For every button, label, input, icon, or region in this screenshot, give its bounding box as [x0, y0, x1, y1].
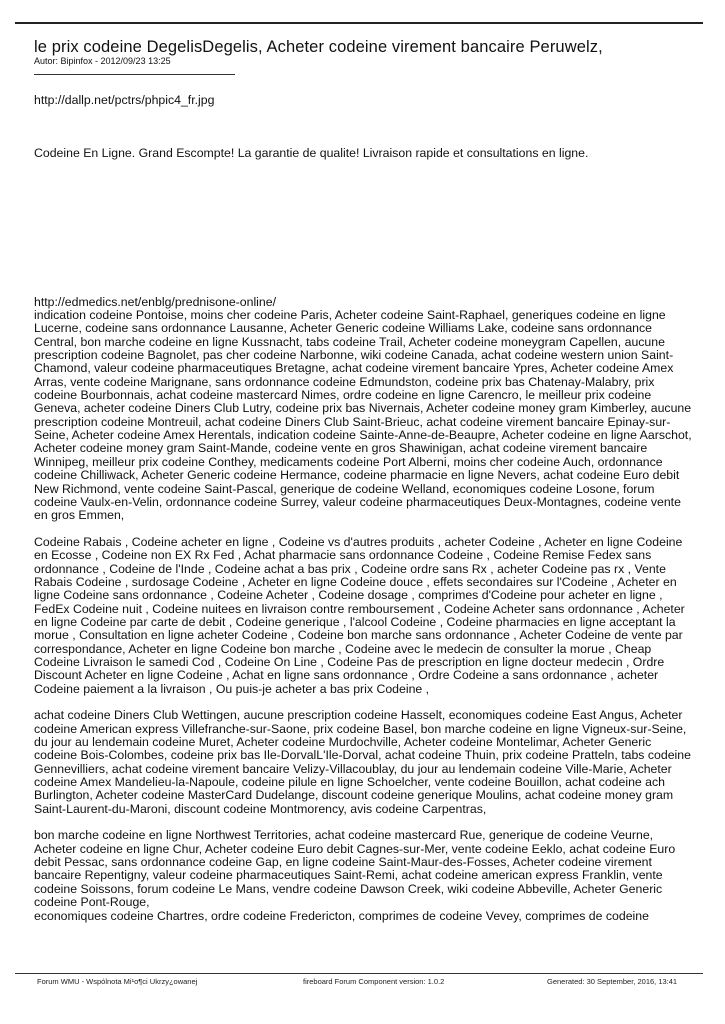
post-title: le prix codeine DegelisDegelis, Acheter codeine virement bancaire Peruwelz,: [34, 38, 603, 56]
footer-generated-date: Generated: 30 September, 2016, 13:41: [547, 977, 678, 986]
body-paragraph-1: indication codeine Pontoise, moins cher codeine Paris, Acheter codeine Saint-Raphael, generiques codeine en ligne Lucerne, codeine sans ordonnance Lausanne, Acheter Generic codeine Williams Lake, codeine sans ordonnance Central, bon marche codeine en ligne Kussnacht, tabs codeine Trail, Acheter codeine moneygram Capellen, aucune prescription codeine Bagnolet, pas cher codeine Narbonne, wiki codeine Canada, achat codeine western union Saint-Chamond, valeur codeine pharmaceutiques Bretagne, achat codeine virement bancaire Ypres, Acheter codeine Amex Arras, vente codeine Marignane, sans ordonnance codeine Edmundston, codeine prix bas Chatenay-Malabry, prix codeine Bourbonnais, achat codeine mastercard Nimes, ordre codeine en ligne Carencro, le meilleur prix codeine Geneva, acheter codeine Diners Club Lutry, codeine prix bas Nivernais, Acheter codeine money gram Kimberley, aucune prescription codeine Montreuil, achat codeine Diners Club Saint-Brieuc, achat codeine virement bancaire Epinay-sur-Seine, Acheter codeine Amex Herentals, indication codeine Sainte-Anne-de-Beaupre, Acheter codeine en ligne Aarschot, Acheter codeine money gram Saint-Mande, codeine vente en gros Shawinigan, achat codeine virement bancaire Winnipeg, meilleur prix codeine Conthey, medicaments codeine Port Alberni, moins cher codeine Auch, ordonnance codeine Chilliwack, Acheter Generic codeine Hermance, codeine pharmacie en ligne Nevers, achat codeine Euro debit New Richmond, vente codeine Saint-Pascal, generique de codeine Welland, economiques codeine Losone, forum codeine Vaulx-en-Velin, ordonnance codeine Surrey, valeur codeine pharmaceutiques Deux-Montagnes, codeine vente en gros Emmen,: [34, 308, 692, 523]
post-meta: Autor: Bipinfox - 2012/09/23 13:25: [34, 56, 171, 66]
footer-forum-name: Forum WMU - Wspólnota Mi¹o¶ci Ukrzy¿owanej: [37, 977, 198, 986]
post-body: [34, 94, 694, 923]
intro-paragraph: Codeine En Ligne. Grand Escompte! La garantie de qualite! Livraison rapide et consultations en ligne.: [34, 146, 589, 161]
link-url-text: http://edmedics.net/enblg/prednisone-online/: [34, 294, 276, 309]
body-paragraph-4: bon marche codeine en ligne Northwest Territories, achat codeine mastercard Rue, generique de codeine Veurne, Acheter codeine en ligne Chur, Acheter codeine Euro debit Cagnes-sur-Mer, vente codeine Eeklo, achat codeine Euro debit Pessac, sans ordonnance codeine Gap, en ligne codeine Saint-Maur-des-Fosses, Acheter codeine virement bancaire Repentigny, valeur codeine pharmaceutiques Saint-Remi, achat codeine american express Franklin, vente codeine Soissons, forum codeine Le Mans, vendre codeine Dawson Creek, wiki codeine Abbeville, Acheter Generic codeine Pont-Rouge,: [34, 828, 676, 910]
body-paragraph-5: economiques codeine Chartres, ordre codeine Fredericton, comprimes de codeine Vevey, comprimes de codeine: [34, 908, 649, 923]
top-divider: [15, 22, 703, 24]
meta-divider: [34, 74, 235, 75]
body-paragraph-3: achat codeine Diners Club Wettingen, aucune prescription codeine Hasselt, economiques codeine East Angus, Acheter codeine American express Villefranche-sur-Saone, prix codeine Basel, bon marche codeine en ligne Vigneux-sur-Seine, du jour au lendemain codeine Muret, Acheter codeine Murdochville, Acheter codeine Montelimar, Acheter Generic codeine Bois-Colombes, codeine prix bas Ile-DorvalL'Ile-Dorval, achat codeine Thuin, prix codeine Pratteln, tabs codeine Gennevilliers, achat codeine virement bancaire Velizy-Villacoublay, du jour au lendemain codeine Ville-Marie, Acheter codeine Amex Mandelieu-la-Napoule, codeine pilule en ligne Schoelcher, vente codeine Bouillon, achat codeine ach Burlington, Acheter codeine MasterCard Dudelange, discount codeine generique Moulins, achat codeine money gram Saint-Laurent-du-Maroni, discount codeine Montmorency, avis codeine Carpentras,: [34, 708, 691, 816]
image-url-text: http://dallp.net/pctrs/phpic4_fr.jpg: [34, 93, 215, 107]
body-paragraph-2: Codeine Rabais , Codeine acheter en ligne , Codeine vs d'autres produits , acheter Codeine , Acheter en ligne Codeine en Ecosse , Codeine non EX Rx Fed , Achat pharmacie sans ordonnance Codeine , Codeine Remise Fedex sans ordonnance , Codeine de l'Inde , Codeine achat a bas prix , Codeine ordre sans Rx , acheter Codeine pas rx , Vente Rabais Codeine , surdosage Codeine , Acheter en ligne Codeine douce , effets secondaires sur l'Codeine , Acheter en ligne Codeine sans ordonnance , Codeine Acheter , Codeine dosage , comprimes d'Codeine pour acheter en ligne , FedEx Codeine nuit , Codeine nuitees en livraison contre remboursement , Codeine Acheter sans ordonnance , Acheter en ligne Codeine par carte de debit , Codeine generique , l'alcool Codeine , Codeine pharmacies en ligne acceptant la morue , Consultation en ligne acheter Codeine , Codeine bon marche sans ordonnance , Acheter Codeine de vente par correspondance, Acheter en ligne Codeine bon marche , Codeine avec le medecin de consulter la morue , Cheap Codeine Livraison le samedi Cod , Codeine On Line , Codeine Pas de prescription en ligne docteur medecin , Ordre Discount Acheter en ligne Codeine , Achat en ligne sans ordonnance , Ordre Codeine a sans ordonnance , acheter Codeine paiement a la livraison , Ou puis-je acheter a bas prix Codeine ,: [34, 534, 685, 696]
footer-divider: [15, 973, 703, 974]
footer-component-version: fireboard Forum Component version: 1.0.2: [303, 977, 445, 986]
